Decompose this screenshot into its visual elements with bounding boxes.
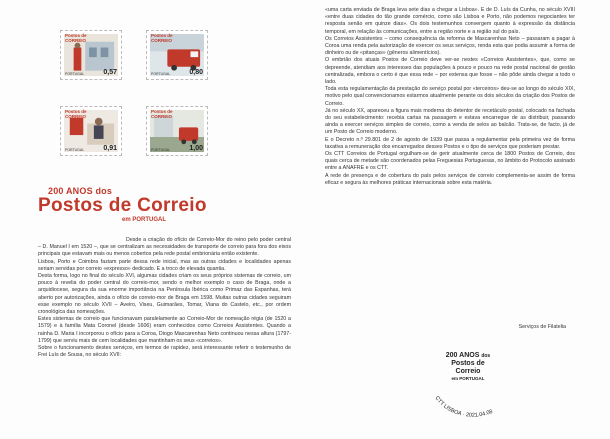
title-small: 200 ANOS dos	[48, 186, 113, 196]
paragraph: Toda esta regulamentação da prestação do serviço postal por «terceiros» deu-se ao longo do século XIX, motivo pelo qual convencionamos estarmos atualmente perante os dois séculos da criação dos Postos de Correio.	[325, 86, 575, 107]
right-column-text	[325, 7, 575, 187]
stamp-country: PORTUGAL	[65, 72, 85, 76]
stamp-brand: Postos de CORREIO	[151, 33, 173, 43]
stamp-1	[60, 30, 122, 80]
postmark	[424, 346, 522, 426]
stamp-country: PORTUGAL	[151, 72, 171, 76]
paragraph: Desta forma, logo no final do século XVI, algumas cidades criam os seus próprios sistemas de correio, um pouco à revelia do poder central do correio-mor, sendo o melhor exemplo o caso de Braga, onde a arquidiocese, segura da sua enorme importância na Península Ibérica como Primaz das Espanhas, terá aberto por autorizações, ainda o ofício de correio-mor de Braga em 1598. Muitas outras cidades seguiram esse exemplo no século XVII – Aveiro, Viseu, Guimarães, Tomar, Viana do Castelo, etc., por ordem cronológica das nomeações.	[38, 273, 291, 316]
stamp-brand: Postos de CORREIO	[151, 109, 173, 119]
postmark-title	[438, 352, 498, 383]
left-column-text	[38, 237, 291, 359]
signature: Serviços de Filatelia	[518, 324, 566, 330]
issue-title	[38, 186, 207, 236]
paragraph: Já no século XX, apareceu a figura mais moderna do detentor de recetáculo postal, colocado na fachada do seu estabelecimento: recebia cartas na passagem e estava encarregue de as distribuir, passando ainda a exercer serviços simples de correio, como a venda de selos ao balcão. Trata-se, de facto, já de um Posto de Correio moderno.	[325, 107, 575, 136]
postmark-line: Correio	[455, 367, 481, 375]
paragraph: Lisboa, Porto e Coimbra faziam parte dessa rede inicial, mas as outras cidades e localidades apenas seriam servidas por correio «expresso» dedicado. E a troco de elevada quantia.	[38, 258, 291, 272]
stamp-3	[60, 106, 122, 156]
stamp-value: 1,00	[189, 145, 203, 152]
postmark-line: ANOS	[459, 352, 480, 359]
postmark-line: em PORTUGAL	[451, 376, 485, 382]
postmark-arc-text: CTT LISBOA · 2021.04.08	[433, 395, 494, 419]
paragraph: O embrião dos atuais Postos de Correio deve ver-se nestes «Correios Assistentes», que, como se depreende, atendiam aos interesses das populações à pouco e pouco na rede postal nacional de gestão centralizada, embora o certo é que essa rede – por extensa que fosse – não pôde ainda chegar a todo o lado.	[325, 57, 575, 86]
title-big: Postos de Correio	[38, 195, 207, 216]
paragraph: Os CTT Correios de Portugal orgulham-se de gerir atualmente cerca de 1800 Postos de Correio, dos quais cerca de metade são coordenados pelas Freguesias Portuguesas, no âmbito do Protocolo assinado entre a ANAFRE e os CTT.	[325, 151, 575, 172]
postmark-line: dos	[481, 353, 491, 359]
stamp-2	[146, 30, 208, 80]
paragraph: «uma carta enviada de Braga leva sete dias a chegar a Lisboa». E de D. Luís da Cunha, no século XVIII «entre duas cidades do tão grande comércio, como são Lisboa e Porto, não podemos negociantes ter resposta senão em quinze dias». Os dois testemunhos convergem quanto à expressão da distância temporal, em relação às comunicações, entre a região norte e a região sul do país.	[325, 7, 575, 35]
svg-text:CTT LISBOA · 2021.04.08	[434, 395, 494, 418]
stamp-country: PORTUGAL	[151, 148, 171, 152]
paragraph: A rede de presença e de cobertura do país pelos serviços de correio complementa-se assim de forma eficaz e segura às melhores práticas internacionais sobre esta matéria.	[325, 172, 575, 186]
paragraph: Estes sistemas de correio que funcionavam paralelamente ao Correio-Mor de nomeação régia (de 1520 a 1579) e à família Mata Coronel (desde 1606) eram conhecidos como Correios Assistentes. Quando a rainha D. Maria I incorporou o ofício para a Coroa, Diogo Mascarenhas Neto continuou nessa altura (1797-1799) que serviu mais de cem localidades que mantinham os seus «correios».	[38, 316, 291, 344]
postmark-line: Postos de	[451, 360, 485, 368]
stamp-value: 0,80	[189, 69, 203, 76]
paragraph: E o Decreto n.º 29.801 de 2 de agosto de 1939 que passa a regulamentar pela primeira vez de forma taxativa a remuneração dos encarregados desses Postos e o tipo de serviços que poderiam prestar.	[325, 136, 575, 150]
paragraph: Desde a criação do ofício de Correio-Mor do reino pelo poder central – D. Manuel I em 1520 –, que se centralizam as necessidades de transporte de correio para fora dos eixos principais que estavam mais ou menos cobertos pela rede postal embrionária então existente.	[38, 237, 291, 258]
paragraph: Os Correios Assistentes – como consequência da reforma de Mascarenhas Neto – passaram a pagar à Coroa uma renda pela autorização de exercer os seus serviços, renda esta que podia assumir a forma de dinheiro ou de «pitanças» (gêneros alimentícios).	[325, 35, 575, 57]
stamp-brand: Postos de CORREIO	[65, 33, 87, 43]
stamp-brand: Postos de CORREIO	[65, 109, 87, 119]
postmark-line: 200	[445, 352, 458, 359]
stamp-block	[60, 30, 240, 168]
paragraph: Sobre o funcionamento destes serviços, em termos de rapidez, será interessante referir o testemunho de Frei Luís de Sousa, no século XVII:	[38, 345, 291, 359]
stamp-value: 0,57	[103, 69, 117, 76]
title-sub: em PORTUGAL	[122, 217, 167, 223]
stamp-value: 0,91	[103, 145, 117, 152]
stamp-4	[146, 106, 208, 156]
stamp-country: PORTUGAL	[65, 148, 85, 152]
